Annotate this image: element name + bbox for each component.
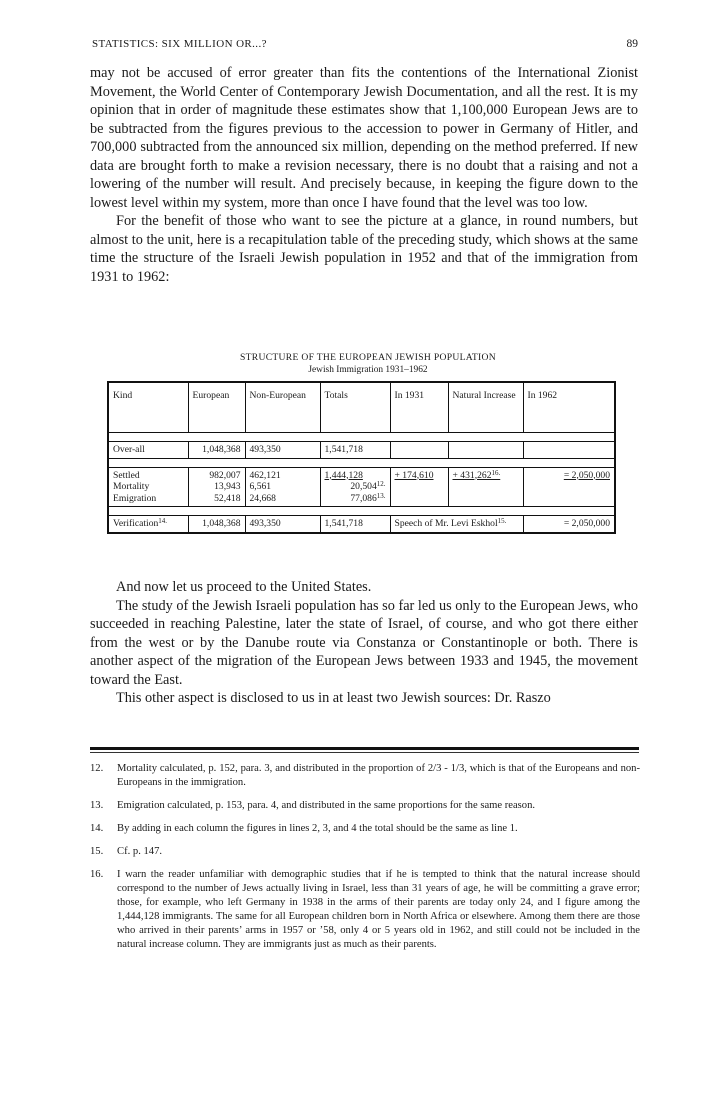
footnote bbox=[90, 762, 640, 790]
table-cell: 493,350 bbox=[245, 516, 320, 533]
footnote bbox=[90, 868, 640, 952]
table-cell: 1,541,718 bbox=[320, 442, 390, 459]
table-cell bbox=[448, 442, 523, 459]
table-cell: 1,048,368 bbox=[188, 516, 245, 533]
paragraph: And now let us proceed to the United States. bbox=[116, 579, 372, 595]
value: 462,121 bbox=[249, 469, 281, 481]
footnote-ref: 14. bbox=[158, 517, 168, 525]
table-cell bbox=[390, 467, 448, 507]
footnote-ref: 13. bbox=[376, 491, 386, 500]
table-cell bbox=[188, 467, 245, 507]
table-header-row bbox=[108, 382, 615, 433]
column-header: Totals bbox=[320, 382, 390, 433]
value: $77,086^{13.}$ bbox=[350, 491, 386, 504]
running-head: STATISTICS: SIX MILLION OR...? bbox=[92, 38, 267, 50]
paragraph: may not be accused of error greater than fits the contentions of the International Zionist Movement, the World Center of Contemporary Jewish Documentation, and all the rest. It is my opinion that in order of magnitude these estimates show that 1,100,000 European Jews are to be subtracted from the figures previous to the accession to power in Germany of Hitler, and 700,000 subtracted from the announced six million, depending on the method preferred. If new data are brought forth to make a revision necessary, there is no doubt that a raising and not a lowering of the number will result. And precisely because, in keeping the figure down to the lowest level within my system, more than once I have found that the level was too low. bbox=[90, 65, 638, 211]
value: $20,504^{12.}$ bbox=[350, 480, 386, 492]
value: 13,943 bbox=[214, 481, 241, 492]
table-cell bbox=[448, 467, 523, 507]
paragraph: The study of the Jewish Israeli population has so far led us only to the European Jews, who succeeded in reaching Palestine, later the state of Israel, of course, and who got there either from the west or by the Danube route via Constanza or Constantinople or both. There is another aspect of the migration of the European Jews between 1933 and 1945, the movement toward the East. bbox=[90, 597, 638, 688]
footnote bbox=[90, 799, 640, 813]
column-header: Natural Increase bbox=[448, 382, 523, 433]
value: = 2,050,000 bbox=[563, 469, 610, 481]
body-text-bottom bbox=[90, 578, 638, 708]
footnote-number: 15. bbox=[90, 846, 104, 857]
table-row bbox=[108, 442, 615, 459]
table-title: STRUCTURE OF THE EUROPEAN JEWISH POPULATION bbox=[239, 352, 497, 363]
table-row bbox=[108, 467, 615, 507]
row-label: Over-all bbox=[108, 442, 188, 459]
value: + 174,610 bbox=[394, 469, 434, 481]
footnotes bbox=[90, 762, 640, 961]
footnote-text: By adding in each column the figures in lines 2, 3, and 4 the total should be the same as line 1. bbox=[117, 823, 518, 834]
footnote-text: Mortality calculated, p. 152, para. 3, and distributed in the proportion of 2/3 - 1/3, which is that of the Europeans and non-Europeans in the immigration. bbox=[117, 763, 640, 788]
paragraph: For the benefit of those who want to see the picture at a glance, in round numbers, but almost to the unit, here is a recapitulation table of the preceding study, which shows at the same time the structure of the Israeli Jewish population in 1952 and that of the immigration from 1931 to 1962: bbox=[90, 213, 638, 285]
table-row bbox=[108, 516, 615, 533]
footnote-text: Cf. p. 147. bbox=[117, 846, 163, 857]
column-header: In 1931 bbox=[390, 382, 448, 433]
body-text-top bbox=[90, 64, 638, 286]
footnote-divider bbox=[90, 752, 639, 753]
value: 52,418 bbox=[214, 492, 241, 504]
footnote-divider bbox=[90, 747, 639, 750]
table-cell bbox=[320, 467, 390, 507]
row-label: Settled bbox=[113, 469, 140, 481]
table-subtitle: Jewish Immigration 1931–1962 bbox=[308, 365, 428, 375]
table-cell bbox=[523, 442, 615, 459]
value: + $431,262^{16.}$ bbox=[452, 468, 501, 481]
table-cell: 1,541,718 bbox=[320, 516, 390, 533]
table-cell: 493,350 bbox=[245, 442, 320, 459]
footnote bbox=[90, 822, 640, 836]
footnote-number: 13. bbox=[90, 800, 104, 811]
row-label: Emigration bbox=[113, 492, 157, 504]
footnote-number: 16. bbox=[90, 869, 104, 880]
table-cell bbox=[390, 442, 448, 459]
table-cell: 1,048,368 bbox=[188, 442, 245, 459]
row-label: Mortality bbox=[113, 481, 150, 492]
row-labels bbox=[108, 467, 188, 507]
value: 24,668 bbox=[249, 492, 276, 504]
value: 982,007 bbox=[209, 469, 241, 481]
value: 6,561 bbox=[249, 481, 272, 492]
page-number: 89 bbox=[626, 38, 638, 50]
footnote bbox=[90, 845, 640, 859]
column-header: In 1962 bbox=[523, 382, 615, 433]
footnote-ref: 16. bbox=[491, 468, 501, 477]
table-cell bbox=[523, 467, 615, 507]
table-cell bbox=[245, 467, 320, 507]
footnote-ref: 15. bbox=[497, 517, 507, 525]
value: 1,444,128 bbox=[324, 469, 363, 481]
column-header: Kind bbox=[108, 382, 188, 433]
footnote-number: 12. bbox=[90, 763, 104, 774]
row-label: Verification$^{14.}$ bbox=[108, 516, 188, 533]
footnote-text: I warn the reader unfamiliar with demographic studies that if he is tempted to think that the natural increase should correspond to the number of Jews actually living in Israel, less than 31 years of age, he will be committing a grave error; those, for example, who left Germany in 1938 in the arms of their parents are today only 24, and I figure among the 1,444,128 immigrants. The same for all European children born in North Africa or elsewhere. Among them there are those who arrived in their parents’ arms in 1957 or ’58, only 4 or 5 years old in 1962, and still could not be included in the natural increase column. They are immigrants just as much as their parents. bbox=[117, 869, 640, 950]
footnote-ref: 12. bbox=[376, 480, 386, 488]
footnote-number: 14. bbox=[90, 823, 104, 834]
table-cell: = 2,050,000 bbox=[523, 516, 615, 533]
table-cell: Speech of Mr. Levi Eskhol$^{15.}$ bbox=[390, 516, 523, 533]
column-header: European bbox=[188, 382, 245, 433]
column-header: Non-European bbox=[245, 382, 320, 433]
footnote-text: Emigration calculated, p. 153, para. 4, and distributed in the same proportions for the same reason. bbox=[117, 800, 536, 811]
paragraph: This other aspect is disclosed to us in at least two Jewish sources: Dr. Raszo bbox=[116, 690, 551, 706]
population-table bbox=[107, 381, 616, 534]
